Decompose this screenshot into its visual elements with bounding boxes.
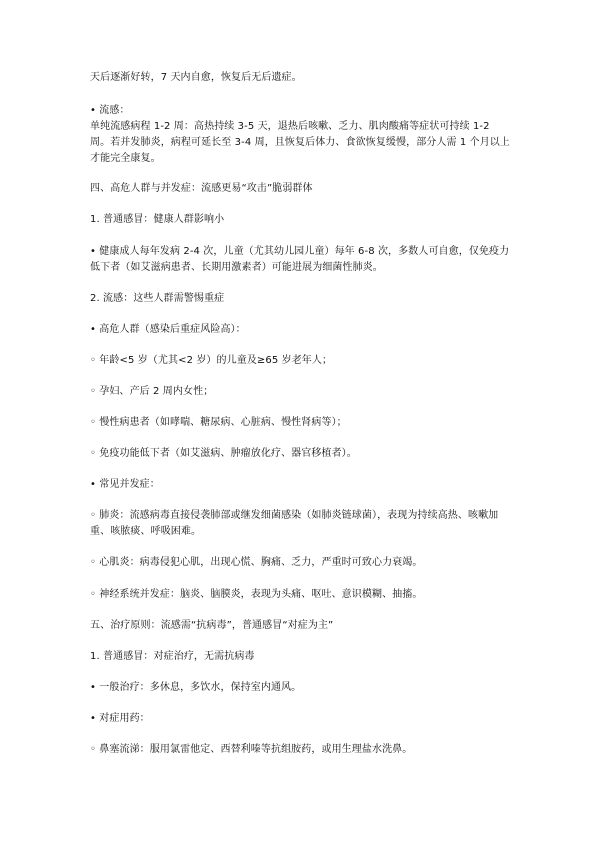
bullet-complications: • 常见并发症：: [90, 479, 160, 490]
sub-bullet-pneumonia: ◦ 肺炎：流感病毒直接侵袭肺部或继发细菌感染（如肺炎链球菌），表现为持续高热、咳嗽加重、咳脓痰、呼吸困难。: [90, 510, 499, 537]
sub-bullet-nasal: ◦ 鼻塞流涕：服用氯雷他定、西替利嗪等抗组胺药，或用生理盐水洗鼻。: [90, 744, 413, 755]
section-heading-5: 五、治疗原则：流感需“抗病毒”，普通感冒“对症为主”: [90, 620, 334, 631]
section-heading-4: 四、高危人群与并发症：流感更易“攻击”脆弱群体: [90, 183, 313, 194]
bullet-symptomatic-meds: • 对症用药：: [90, 713, 150, 724]
sub-bullet-age: ◦ 年龄<5 岁（尤其<2 岁）的儿童及≥65 岁老年人；: [90, 355, 333, 366]
sub-bullet-neurological: ◦ 神经系统并发症：脑炎、脑膜炎，表现为头痛、呕吐、意识模糊、抽搐。: [90, 589, 423, 600]
sub-bullet-chronic: ◦ 慢性病患者（如哮喘、糖尿病、心脏病、慢性肾病等）；: [90, 417, 347, 428]
paragraph-cold-recovery: 天后逐渐好转，7 天内自愈，恢复后无后遗症。: [90, 72, 302, 83]
subheading-common-cold: 1. 普通感冒：健康人群影响小: [90, 214, 225, 225]
subheading-flu-risk: 2. 流感：这些人群需警惕重症: [90, 293, 225, 304]
bullet-general-treatment: • 一般治疗：多休息，多饮水，保持室内通风。: [90, 682, 302, 693]
paragraph-flu-course: 单纯流感病程 1-2 周：高热持续 3-5 天，退热后咳嗽、乏力、肌肉酸痛等症状可持续 1-2 周。若并发肺炎，病程可延长至 3-4 周，且恢复后体力、食欲恢复缓慢，部分人需 1 个月以上才能完全康复。: [90, 121, 511, 164]
paragraph-cold-frequency: • 健康成人每年发病 2-4 次，儿童（尤其幼儿园儿童）每年 6-8 次，多数人可自愈，仅免疫力低下者（如艾滋病患者、长期用激素者）可能进展为细菌性肺炎。: [90, 246, 510, 273]
bullet-high-risk-groups: • 高危人群（感染后重症风险高）：: [90, 324, 246, 335]
sub-bullet-immunocompromised: ◦ 免疫功能低下者（如艾滋病、肿瘤放化疗、器官移植者）。: [90, 448, 357, 459]
bullet-flu-heading: • 流感：: [90, 105, 130, 116]
sub-bullet-pregnant: ◦ 孕妇、产后 2 周内女性；: [90, 386, 214, 397]
sub-bullet-myocarditis: ◦ 心肌炎：病毒侵犯心肌，出现心慌、胸痛、乏力，严重时可致心力衰竭。: [90, 557, 423, 568]
subheading-cold-treatment: 1. 普通感冒：对症治疗，无需抗病毒: [90, 651, 255, 662]
